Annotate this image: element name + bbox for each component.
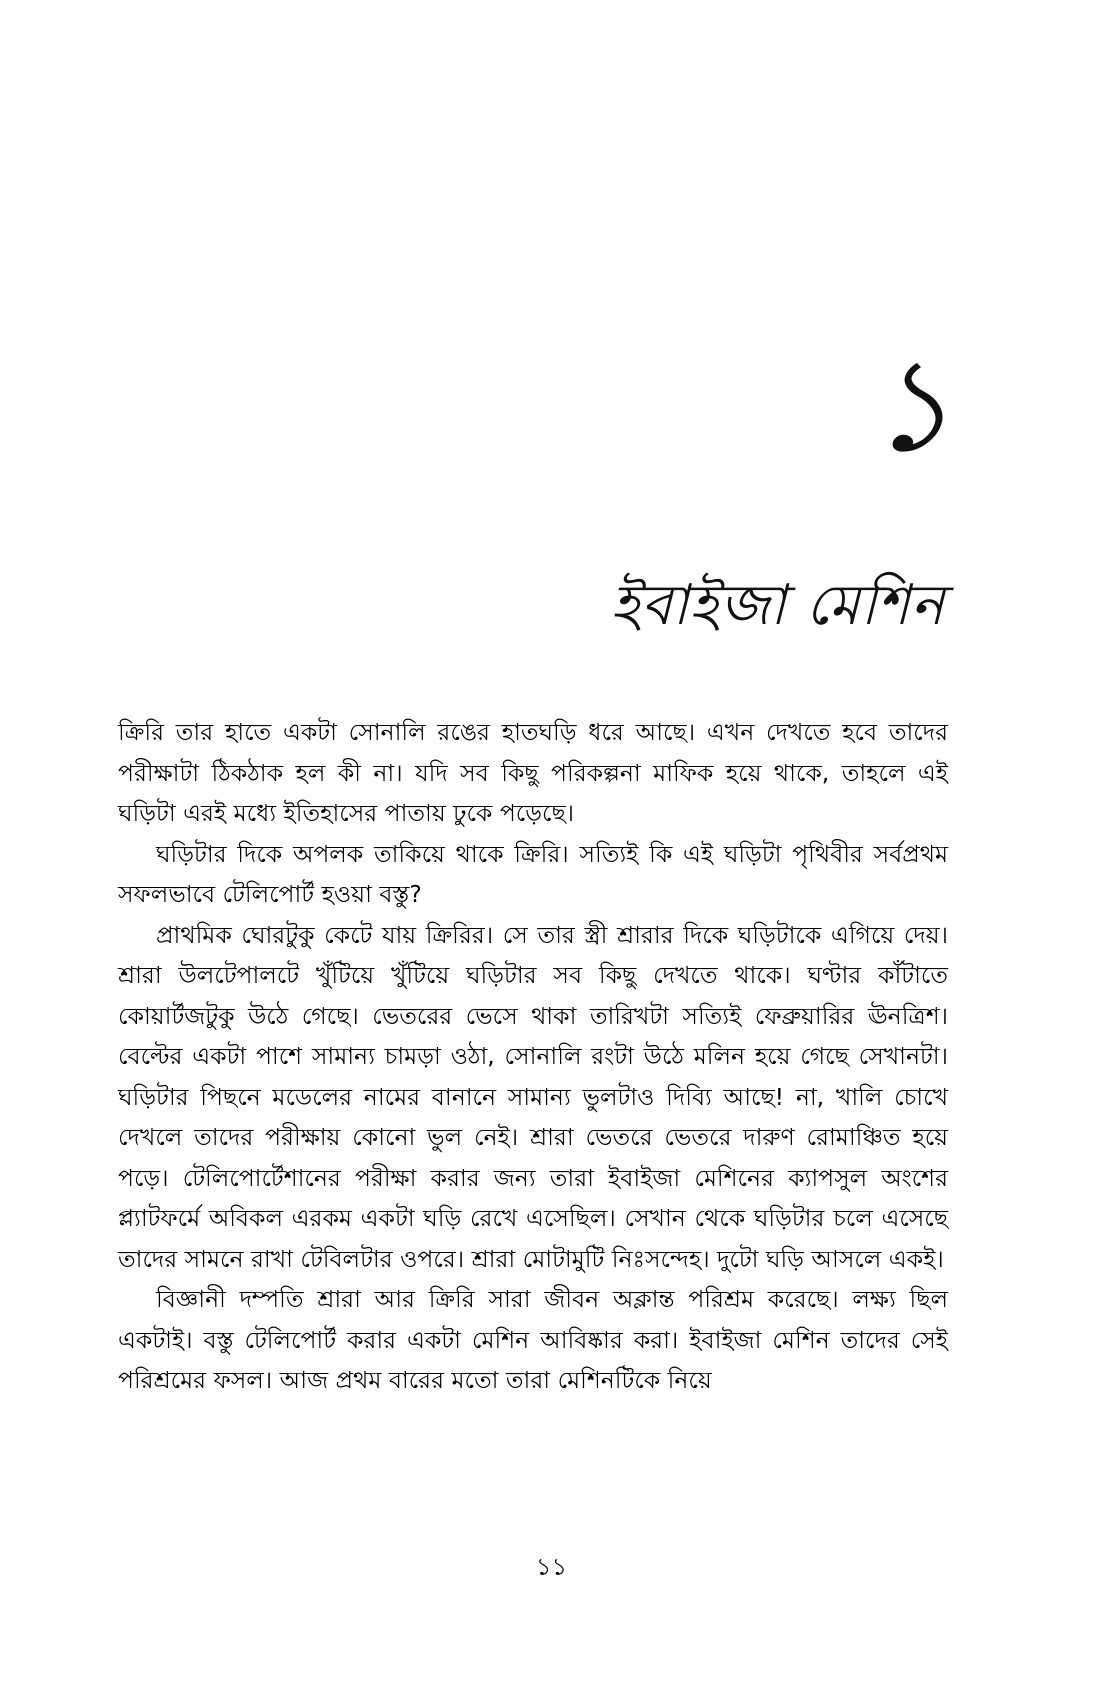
paragraph-3: প্রাথমিক ঘোরটুকু কেটে যায় ক্রিরির। সে তার স্ত্রী শ্রারার দিকে ঘড়িটাকে এগিয়ে দেয়। শ্রারা উলটেপালটে খুঁটিয়ে খুঁটিয়ে ঘড়িটার সব কিছু দেখতে থাকে। ঘণ্টার কাঁটাতে কোয়ার্টজটুকু উঠে গেছে। ভেতরের ভেসে থাকা তারিখটা সত্যিই ফেব্রুয়ারির ঊনত্রিশ। বেল্টের একটা পাশে সামান্য চামড়া ওঠা, সোনালি রংটা উঠে মলিন হয়ে গেছে সেখানটা। ঘড়িটার পিছনে মডেলের নামের বানানে সামান্য ভুলটাও দিব্যি আছে! না, খালি চোখে দেখলে তাদের পরীক্ষায় কোনো ভুল নেই। শ্রারা ভেতরে ভেতরে দারুণ রোমাঞ্চিত হয়ে পড়ে। টেলিপোর্টেশানের পরীক্ষা করার জন্য তারা ইবাইজা মেশিনের ক্যাপসুল অংশের প্ল্যাটফর্মে অবিকল এরকম একটা ঘড়ি রেখে এসেছিল। সেখান থেকে ঘড়িটার চলে এসেছে তাদের সামনে রাখা টেবিলটার ওপরে। শ্রারা মোটামুটি নিঃসন্দেহ। দুটো ঘড়ি আসলে একই। [118,920,948,1273]
page-number: ১১ [535,1553,568,1581]
paragraph-1: ক্রিরি তার হাতে একটা সোনালি রঙের হাতঘড়ি ধরে আছে। এখন দেখতে হবে তাদের পরীক্ষাটা ঠিকঠাক হল কী না। যদি সব কিছু পরিকল্পনা মাফিক হয়ে থাকে, তাহলে এই ঘড়িটা এরই মধ্যে ইতিহাসের পাতায় ঢুকে পড়েছে। [118,718,948,827]
paragraph-2: ঘড়িটার দিকে অপলক তাকিয়ে থাকে ক্রিরি। সত্যিই কি এই ঘড়িটা পৃথিবীর সর্বপ্রথম সফলভাবে টেলিপোর্ট হওয়া বস্তু? [118,839,948,908]
chapter-title: ইবাইজা মেশিন [610,573,945,638]
chapter-number: ১ [868,329,953,481]
body-text [118,712,948,1401]
paragraph-4: বিজ্ঞানী দম্পতি শ্রারা আর ক্রিরি সারা জীবন অক্লান্ত পরিশ্রম করেছে। লক্ষ্য ছিল একটাই। বস্তু টেলিপোর্ট করার একটা মেশিন আবিষ্কার করা। ইবাইজা মেশিন তাদের সেই পরিশ্রমের ফসল। আজ প্রথম বারের মতো তারা মেশিনটিকে নিয়ে [118,1285,948,1394]
